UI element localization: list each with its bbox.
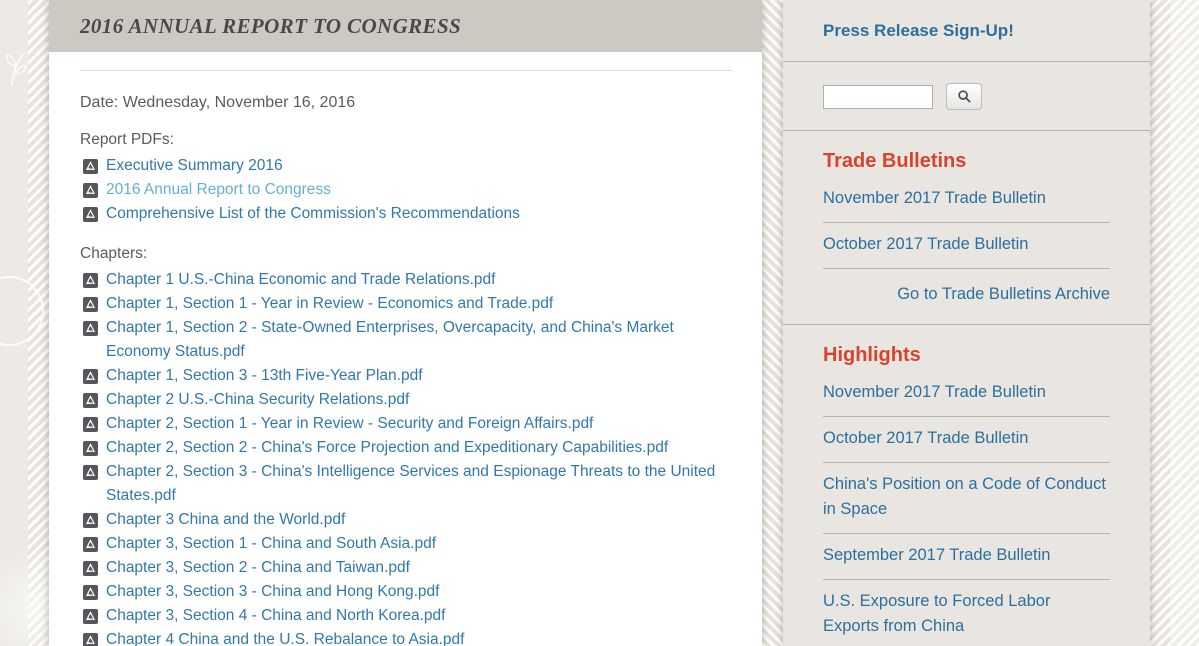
header-divider [80, 70, 732, 71]
press-release-signup-link[interactable]: Press Release Sign-Up! [823, 21, 1014, 40]
pdf-link-row [80, 292, 732, 316]
pdf-link-row [80, 268, 732, 292]
report-pdfs-label: Report PDFs: [80, 131, 174, 148]
highlight-link[interactable]: November 2017 Trade Bulletin [823, 383, 1046, 401]
pdf-icon [83, 393, 98, 408]
column-gap-pattern [762, 0, 783, 646]
search-input[interactable] [823, 85, 933, 109]
chapter-pdf-link[interactable]: Chapter 3, Section 3 - China and Hong Kong.pdf [106, 583, 440, 600]
pdf-link-row [80, 604, 732, 628]
chapter-pdf-link[interactable]: Chapter 3, Section 1 - China and South Asia.pdf [106, 535, 437, 552]
pdf-link-row [80, 412, 732, 436]
chapter-pdf-link[interactable]: Chapter 2 U.S.-China Security Relations.pdf [106, 391, 410, 408]
report-pdf-link[interactable]: Comprehensive List of the Commission's Recommendations [106, 205, 520, 222]
pdf-icon [83, 369, 98, 384]
report-pdfs-list [80, 154, 732, 226]
list-item [823, 269, 1110, 324]
pdf-link-row [80, 556, 732, 580]
trade-bulletins-heading: Trade Bulletins [823, 150, 967, 172]
list-item [823, 223, 1110, 269]
pdf-icon [83, 441, 98, 456]
search-block [783, 62, 1150, 131]
pdf-link-row [80, 202, 732, 226]
highlights-block [783, 344, 1150, 646]
highlight-link[interactable]: September 2017 Trade Bulletin [823, 546, 1051, 564]
trade-bulletin-link[interactable]: November 2017 Trade Bulletin [823, 189, 1046, 207]
pdf-link-row [80, 154, 732, 178]
seal-circle-decoration [0, 276, 44, 346]
pdf-link-row [80, 460, 732, 508]
chapters-label: Chapters: [80, 245, 148, 262]
pdf-icon [83, 321, 98, 336]
list-item [823, 417, 1110, 463]
highlight-link[interactable]: October 2017 Trade Bulletin [823, 429, 1029, 447]
trade-bulletins-block [783, 150, 1150, 325]
chapter-pdf-link[interactable]: Chapter 3, Section 4 - China and North Korea.pdf [106, 607, 446, 624]
page-title-banner [49, 0, 762, 52]
chapter-pdf-link[interactable]: Chapter 1, Section 3 - 13th Five-Year Plan.pdf [106, 367, 423, 384]
list-item [823, 534, 1110, 580]
chapter-pdf-link[interactable]: Chapter 2, Section 2 - China's Force Projection and Expeditionary Capabilities.pdf [106, 439, 669, 456]
pdf-link-row [80, 388, 732, 412]
right-margin-overlay [1170, 0, 1199, 646]
search-icon [957, 89, 972, 104]
pdf-icon [83, 513, 98, 528]
date-line [80, 94, 732, 112]
highlight-link[interactable]: China's Position on a Code of Conduct in Space [823, 475, 1106, 518]
chapter-pdf-link[interactable]: Chapter 4 China and the U.S. Rebalance to Asia.pdf [106, 631, 465, 646]
pdf-icon [83, 633, 98, 646]
pdf-icon [83, 561, 98, 576]
pdf-icon [83, 183, 98, 198]
pdf-icon [83, 417, 98, 432]
list-item [823, 371, 1110, 417]
trade-bulletins-archive-link[interactable]: Go to Trade Bulletins Archive [897, 285, 1110, 303]
pdf-link-row [80, 316, 732, 364]
pdf-link-row [80, 508, 732, 532]
pdf-link-row [80, 364, 732, 388]
pdf-icon [83, 537, 98, 552]
chapters-list [80, 268, 732, 646]
highlights-heading: Highlights [823, 344, 921, 366]
chapter-pdf-link[interactable]: Chapter 1, Section 1 - Year in Review - Economics and Trade.pdf [106, 295, 554, 312]
pdf-icon [83, 159, 98, 174]
trade-bulletin-link[interactable]: October 2017 Trade Bulletin [823, 235, 1029, 253]
article-body [49, 70, 762, 646]
chapter-pdf-link[interactable]: Chapter 2, Section 3 - China's Intelligence Services and Espionage Threats to the United States.pdf [106, 463, 716, 504]
highlight-link[interactable]: U.S. Exposure to Forced Labor Exports from China [823, 592, 1051, 635]
chapter-pdf-link[interactable]: Chapter 1, Section 2 - State-Owned Enterprises, Overcapacity, and China's Market Economy Status.pdf [106, 319, 674, 360]
left-margin-decoration [0, 0, 28, 646]
date-value: Wednesday, November 16, 2016 [122, 94, 356, 111]
leaf-branch-icon [3, 52, 31, 94]
pdf-link-row [80, 628, 732, 646]
pdf-link-row [80, 532, 732, 556]
search-button[interactable] [946, 83, 982, 110]
list-item [823, 177, 1110, 223]
pdf-icon [83, 609, 98, 624]
page-title: 2016 ANNUAL REPORT TO CONGRESS [80, 13, 462, 38]
list-item [823, 463, 1110, 534]
press-release-block [783, 0, 1150, 62]
pdf-icon [83, 297, 98, 312]
chapter-pdf-link[interactable]: Chapter 3, Section 2 - China and Taiwan.pdf [106, 559, 410, 576]
chapter-pdf-link[interactable]: Chapter 2, Section 1 - Year in Review - Security and Foreign Affairs.pdf [106, 415, 594, 432]
pdf-link-row [80, 580, 732, 604]
pdf-icon [83, 273, 98, 288]
pdf-link-row [80, 436, 732, 460]
sidebar [783, 0, 1150, 646]
chapter-pdf-link[interactable]: Chapter 3 China and the World.pdf [106, 511, 346, 528]
pdf-icon [83, 585, 98, 600]
pdf-link-row [80, 178, 732, 202]
report-pdf-link[interactable]: 2016 Annual Report to Congress [106, 181, 331, 198]
date-label: Date: [80, 94, 119, 111]
main-content [49, 0, 762, 646]
pdf-icon [83, 207, 98, 222]
list-item [823, 580, 1110, 646]
report-pdf-link[interactable]: Executive Summary 2016 [106, 157, 283, 174]
pdf-icon [83, 465, 98, 480]
chapter-pdf-link[interactable]: Chapter 1 U.S.-China Economic and Trade Relations.pdf [106, 271, 496, 288]
